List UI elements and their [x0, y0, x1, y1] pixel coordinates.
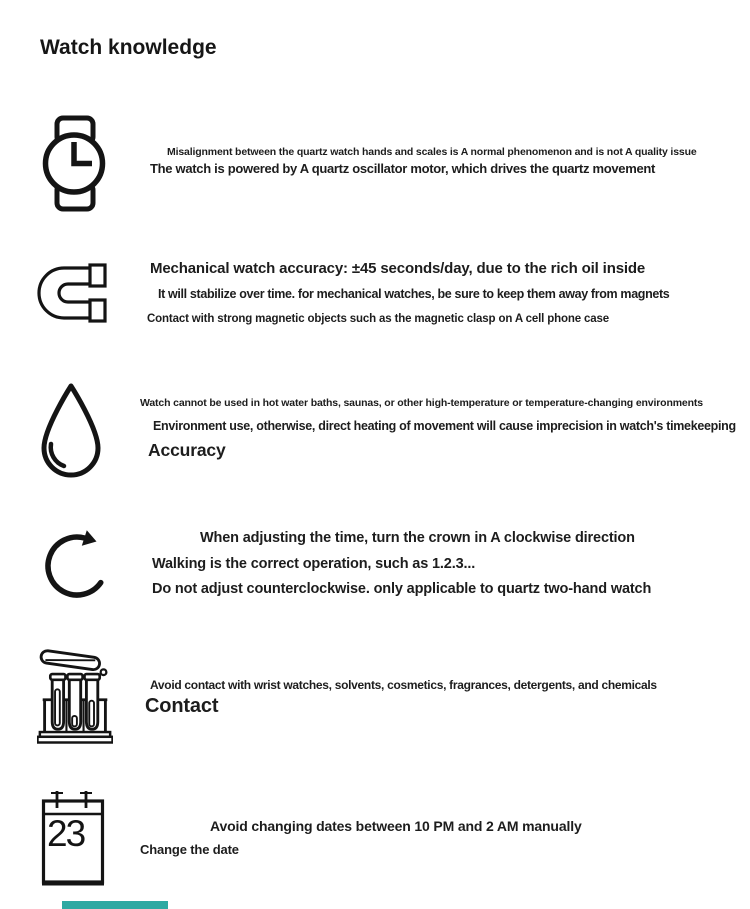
crown-walking-text: Walking is the correct operation, such as 1.2.3... [152, 556, 476, 572]
teal-accent-bar [62, 901, 168, 909]
temperature-accuracy-label: Accuracy [148, 440, 226, 460]
date-change-label: Change the date [140, 842, 239, 857]
calendar-icon [40, 788, 106, 886]
calendar-day-number: 23 [47, 813, 85, 854]
quartz-note-text: Misalignment between the quartz watch hands and scales is A normal phenomenon and is not A quality issue [167, 146, 697, 158]
magnet-contact-text: Contact with strong magnetic objects such as the magnetic clasp on A cell phone case [147, 313, 609, 325]
horseshoe-magnet-icon [37, 263, 107, 323]
quartz-main-text: The watch is powered by A quartz oscillator motor, which drives the quartz movement [150, 161, 656, 176]
crown-clockwise-text: When adjusting the time, turn the crown in A clockwise direction [200, 530, 635, 546]
chemicals-avoid-text: Avoid contact with wrist watches, solvents, cosmetics, fragrances, detergents, and chemicals [150, 678, 657, 692]
magnet-stabilize-text: It will stabilize over time. for mechanical watches, be sure to keep them away from magnets [158, 287, 670, 301]
clockwise-arrow-icon [41, 526, 111, 602]
date-avoid-text: Avoid changing dates between 10 PM and 2 AM manually [210, 818, 582, 834]
wristwatch-icon [42, 115, 106, 212]
crown-counterclockwise-text: Do not adjust counterclockwise. only applicable to quartz two-hand watch [152, 581, 652, 597]
temperature-warning-text: Watch cannot be used in hot water baths, saunas, or other high-temperature or temperature-changing environments [140, 397, 703, 409]
magnet-accuracy-text: Mechanical watch accuracy: ±45 seconds/day, due to the rich oil inside [150, 260, 646, 277]
test-tubes-icon [37, 644, 113, 746]
chemicals-contact-label: Contact [145, 695, 219, 717]
temperature-environment-text: Environment use, otherwise, direct heating of movement will cause imprecision in watch's timekeeping [153, 419, 736, 433]
page-title: Watch knowledge [40, 36, 217, 59]
water-drop-icon [37, 381, 105, 479]
